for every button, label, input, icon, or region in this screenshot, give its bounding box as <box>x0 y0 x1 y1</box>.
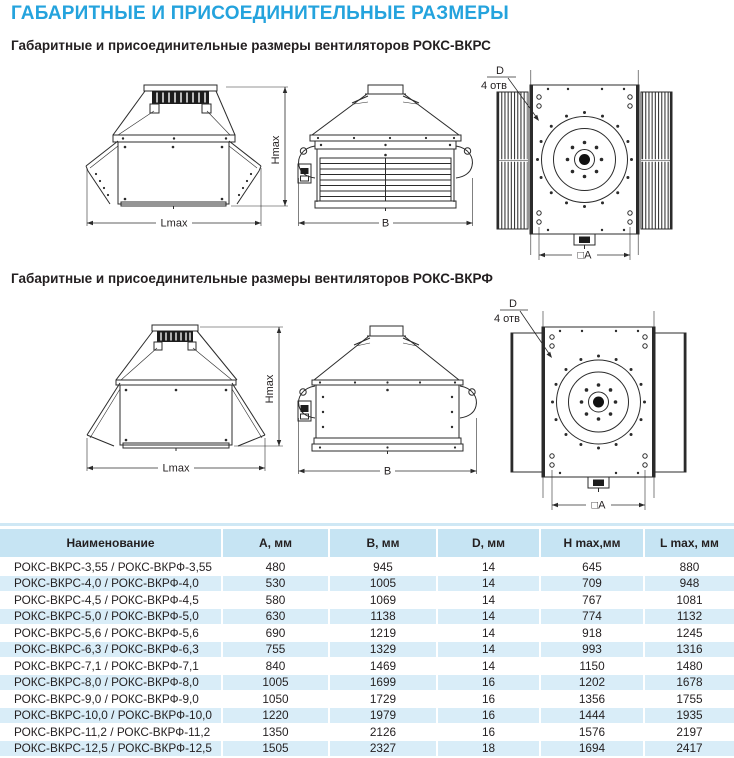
vkrf-right-flap <box>232 383 265 446</box>
dimension-value-cell: 1755 <box>644 691 734 708</box>
dimensions-table <box>0 529 734 757</box>
dimension-value-cell: 993 <box>540 641 644 658</box>
dimension-value-cell: 1699 <box>329 674 437 691</box>
dimension-value-cell: 1576 <box>540 724 644 741</box>
vkrs-inlet-circles <box>536 111 633 208</box>
table-row <box>0 625 734 642</box>
dimension-value-cell: 709 <box>540 575 644 592</box>
dimension-value-cell: 1979 <box>329 707 437 724</box>
table-row <box>0 575 734 592</box>
vkrs-motor-box <box>298 164 311 183</box>
hmax-dimension-label: Hmax <box>270 135 282 165</box>
dimension-value-cell: 14 <box>437 575 540 592</box>
drawing-vkrf-front-view <box>30 313 292 478</box>
model-name-cell: РОКС-ВКРС-5,6 / РОКС-ВКРФ-5,6 <box>0 625 222 642</box>
dimension-value-cell: 690 <box>222 625 329 642</box>
page-title: ГАБАРИТНЫЕ И ПРИСОЕДИНИТЕЛЬНЫЕ РАЗМЕРЫ <box>11 3 509 24</box>
dimension-value-cell: 1678 <box>644 674 734 691</box>
dimension-value-cell: 1935 <box>644 707 734 724</box>
table-row <box>0 740 734 757</box>
dimension-value-cell: 14 <box>437 558 540 575</box>
dimension-value-cell: 767 <box>540 592 644 609</box>
table-row <box>0 674 734 691</box>
dimension-value-cell: 1005 <box>222 674 329 691</box>
drawing-vkrf-side-view <box>296 313 480 478</box>
four-holes-label: 4 отв <box>494 313 520 325</box>
dimension-value-cell: 1729 <box>329 691 437 708</box>
dimension-value-cell: 14 <box>437 608 540 625</box>
dimension-value-cell: 755 <box>222 641 329 658</box>
dimension-value-cell: 1005 <box>329 575 437 592</box>
model-name-cell: РОКС-ВКРС-9,0 / РОКС-ВКРФ-9,0 <box>0 691 222 708</box>
dimension-value-cell: 1138 <box>329 608 437 625</box>
dimension-value-cell: 880 <box>644 558 734 575</box>
dimension-value-cell: 1050 <box>222 691 329 708</box>
dimension-value-cell: 2126 <box>329 724 437 741</box>
vkrs-right-flap <box>229 141 261 204</box>
dimension-value-cell: 1316 <box>644 641 734 658</box>
model-name-cell: РОКС-ВКРС-12,5 / РОКС-ВКРФ-12,5 <box>0 740 222 757</box>
vkrs-left-flap <box>86 141 118 204</box>
model-name-cell: РОКС-ВКРС-4,0 / РОКС-ВКРФ-4,0 <box>0 575 222 592</box>
section-heading-vkrs: Габаритные и присоединительные размеры вентиляторов РОКС-ВКРС <box>11 38 491 53</box>
vkrf-right-wing <box>655 333 686 472</box>
dimension-value-cell: 14 <box>437 592 540 609</box>
table-top-strip <box>0 523 734 526</box>
dimension-value-cell: 645 <box>540 558 644 575</box>
dimension-value-cell: 16 <box>437 691 540 708</box>
model-name-cell: РОКС-ВКРС-6,3 / РОКС-ВКРФ-6,3 <box>0 641 222 658</box>
vkrs-louver-grill <box>320 154 451 201</box>
dimension-value-cell: 1220 <box>222 707 329 724</box>
dimension-value-cell: 948 <box>644 575 734 592</box>
dimensions-table-wrap <box>0 529 734 757</box>
hmax-dimension-label: Hmax <box>264 374 276 404</box>
vkrf-motor-box <box>298 401 311 421</box>
square-a-dimension-label: □A <box>591 499 606 512</box>
column-header-a: А, мм <box>222 529 329 558</box>
dimension-value-cell: 1245 <box>644 625 734 642</box>
table-row <box>0 592 734 609</box>
d-hole-diameter-label: D <box>496 65 504 77</box>
dimension-value-cell: 16 <box>437 674 540 691</box>
model-name-cell: РОКС-ВКРС-3,55 / РОКС-ВКРФ-3,55 <box>0 558 222 575</box>
dimension-value-cell: 1202 <box>540 674 644 691</box>
dimension-value-cell: 1219 <box>329 625 437 642</box>
dimension-value-cell: 945 <box>329 558 437 575</box>
drawing-vkrs-side-view <box>296 78 480 230</box>
dimension-value-cell: 1081 <box>644 592 734 609</box>
vkrf-inlet-circles <box>551 355 646 450</box>
lmax-dimension-label: Lmax <box>162 462 190 475</box>
column-header-hmax: H max,мм <box>540 529 644 558</box>
column-header-b: В, мм <box>329 529 437 558</box>
model-name-cell: РОКС-ВКРС-7,1 / РОКС-ВКРФ-7,1 <box>0 658 222 675</box>
dimension-value-cell: 630 <box>222 608 329 625</box>
dimension-value-cell: 1329 <box>329 641 437 658</box>
table-header-row <box>0 529 734 558</box>
section-heading-vkrf: Габаритные и присоединительные размеры вентиляторов РОКС-ВКРФ <box>11 271 493 286</box>
dimension-value-cell: 840 <box>222 658 329 675</box>
vkrs-right-louver-block <box>641 92 672 229</box>
dimension-value-cell: 14 <box>437 625 540 642</box>
dimension-value-cell: 1444 <box>540 707 644 724</box>
dimension-value-cell: 14 <box>437 658 540 675</box>
table-body <box>0 558 734 757</box>
dimension-value-cell: 480 <box>222 558 329 575</box>
four-holes-label: 4 отв <box>481 80 507 92</box>
square-a-dimension-label: □A <box>577 249 592 262</box>
dimension-value-cell: 1505 <box>222 740 329 757</box>
dimension-value-cell: 16 <box>437 707 540 724</box>
column-header-lmax: L max, мм <box>644 529 734 558</box>
dimension-value-cell: 1132 <box>644 608 734 625</box>
drawing-vkrf-top-view <box>478 295 734 520</box>
model-name-cell: РОКС-ВКРС-10,0 / РОКС-ВКРФ-10,0 <box>0 707 222 724</box>
model-name-cell: РОКС-ВКРС-11,2 / РОКС-ВКРФ-11,2 <box>0 724 222 741</box>
dimension-value-cell: 774 <box>540 608 644 625</box>
table-row <box>0 691 734 708</box>
dimension-value-cell: 530 <box>222 575 329 592</box>
table-row <box>0 558 734 575</box>
dimension-value-cell: 1469 <box>329 658 437 675</box>
lmax-dimension-label: Lmax <box>160 217 188 230</box>
dimension-value-cell: 1694 <box>540 740 644 757</box>
model-name-cell: РОКС-ВКРС-5,0 / РОКС-ВКРФ-5,0 <box>0 608 222 625</box>
model-name-cell: РОКС-ВКРС-8,0 / РОКС-ВКРФ-8,0 <box>0 674 222 691</box>
dimension-value-cell: 1069 <box>329 592 437 609</box>
column-header-name: Наименование <box>0 529 222 558</box>
b-dimension-label: B <box>383 465 392 478</box>
dimension-value-cell: 2197 <box>644 724 734 741</box>
table-row <box>0 608 734 625</box>
dimension-value-cell: 1150 <box>540 658 644 675</box>
dimension-value-cell: 1480 <box>644 658 734 675</box>
b-dimension-label: B <box>381 217 390 230</box>
dimension-value-cell: 16 <box>437 724 540 741</box>
dimension-value-cell: 18 <box>437 740 540 757</box>
column-header-d: D, мм <box>437 529 540 558</box>
table-row <box>0 658 734 675</box>
dimension-value-cell: 2327 <box>329 740 437 757</box>
d-hole-diameter-label: D <box>509 298 517 310</box>
vkrs-left-louver-block <box>497 92 528 229</box>
vkrf-left-wing <box>511 333 542 472</box>
drawing-vkrs-front-view <box>30 78 292 230</box>
dimension-value-cell: 1356 <box>540 691 644 708</box>
table-row <box>0 641 734 658</box>
drawing-vkrs-top-view <box>478 62 734 262</box>
dimension-value-cell: 1350 <box>222 724 329 741</box>
dimension-value-cell: 580 <box>222 592 329 609</box>
table-row <box>0 707 734 724</box>
table-row <box>0 724 734 741</box>
dimension-value-cell: 2417 <box>644 740 734 757</box>
vkrf-left-flap <box>87 383 120 446</box>
model-name-cell: РОКС-ВКРС-4,5 / РОКС-ВКРФ-4,5 <box>0 592 222 609</box>
dimension-value-cell: 918 <box>540 625 644 642</box>
dimension-value-cell: 14 <box>437 641 540 658</box>
